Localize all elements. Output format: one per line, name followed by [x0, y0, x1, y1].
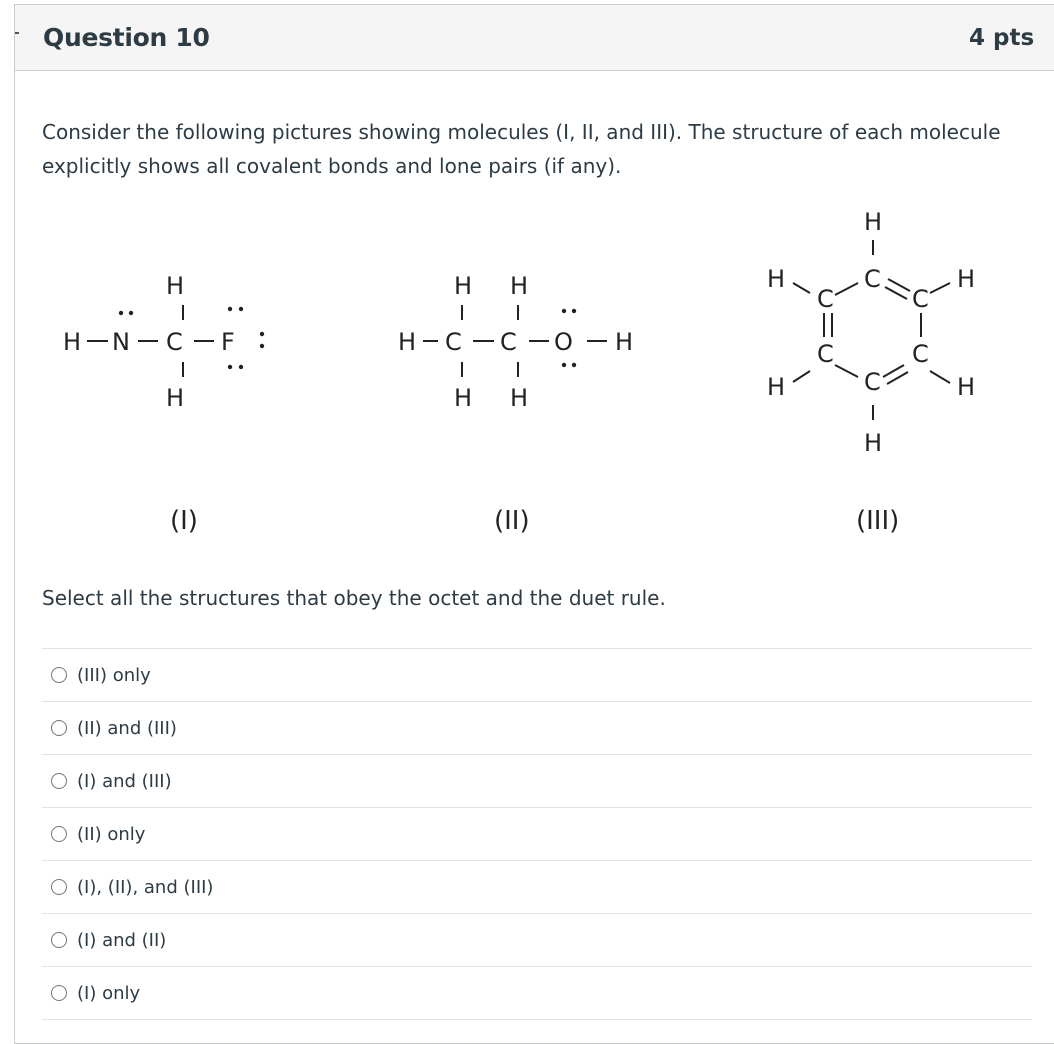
atom-h: H: [510, 384, 529, 412]
label-molecule-3: (III): [856, 506, 900, 536]
atom-c: C: [445, 328, 462, 356]
answer-list: [42, 648, 1032, 1020]
answer-label: (III) only: [77, 664, 151, 686]
answer-option[interactable]: [42, 755, 1032, 808]
answer-option[interactable]: [42, 649, 1032, 702]
radio-button[interactable]: [51, 773, 67, 789]
question-header: [15, 5, 1054, 71]
atom-f: F: [221, 328, 235, 356]
radio-button[interactable]: [51, 826, 67, 842]
atom-c: C: [864, 368, 881, 396]
atom-h: H: [767, 265, 786, 293]
atom-h: H: [957, 265, 976, 293]
radio-button[interactable]: [51, 720, 67, 736]
atom-c: C: [864, 265, 881, 293]
answer-label: (I) and (II): [77, 929, 167, 951]
answer-option[interactable]: [42, 702, 1032, 755]
atom-c: C: [817, 285, 834, 313]
answer-option[interactable]: [42, 914, 1032, 967]
atom-h: H: [398, 328, 417, 356]
question-points: 4 pts: [969, 25, 1035, 51]
atom-o: O: [554, 328, 573, 356]
molecule-3: [767, 208, 975, 536]
atom-h: H: [615, 328, 634, 356]
atom-h: H: [166, 272, 185, 300]
atom-h: H: [63, 328, 82, 356]
atom-c: C: [166, 328, 183, 356]
molecule-structures: [42, 195, 982, 555]
atom-c: C: [500, 328, 517, 356]
atom-h: H: [767, 373, 786, 401]
molecule-1: [63, 272, 264, 536]
atom-h: H: [864, 208, 883, 236]
atom-h: H: [864, 429, 883, 457]
radio-button[interactable]: [51, 932, 67, 948]
question-text: Consider the following pictures showing molecules (I, II, and III). The structure of each molecule explicitly shows all covalent bonds and lone pairs (if any).: [42, 120, 1001, 178]
radio-button[interactable]: [51, 879, 67, 895]
answer-label: (I), (II), and (III): [77, 876, 214, 898]
label-molecule-1: (I): [170, 506, 198, 536]
answer-label: (II) and (III): [77, 717, 177, 739]
answer-label: (I) only: [77, 982, 141, 1004]
atom-c: C: [817, 340, 834, 368]
atom-h: H: [454, 384, 473, 412]
radio-button[interactable]: [51, 985, 67, 1001]
atom-h: H: [454, 272, 473, 300]
radio-button[interactable]: [51, 667, 67, 683]
molecule-2: [398, 272, 633, 536]
answer-option[interactable]: [42, 808, 1032, 861]
question-title: Question 10: [43, 23, 210, 52]
atom-c: C: [912, 285, 929, 313]
question-prompt: Select all the structures that obey the octet and the duet rule.: [42, 586, 666, 610]
atom-n: N: [112, 328, 130, 356]
answer-label: (II) only: [77, 823, 146, 845]
label-molecule-2: (II): [494, 506, 530, 536]
answer-label: (I) and (III): [77, 770, 172, 792]
atom-h: H: [957, 373, 976, 401]
atom-h: H: [166, 384, 185, 412]
header-marker: [15, 32, 19, 34]
atom-c: C: [912, 340, 929, 368]
answer-option[interactable]: [42, 967, 1032, 1020]
molecule-figure: [42, 195, 982, 555]
answer-option[interactable]: [42, 861, 1032, 914]
atom-h: H: [510, 272, 529, 300]
